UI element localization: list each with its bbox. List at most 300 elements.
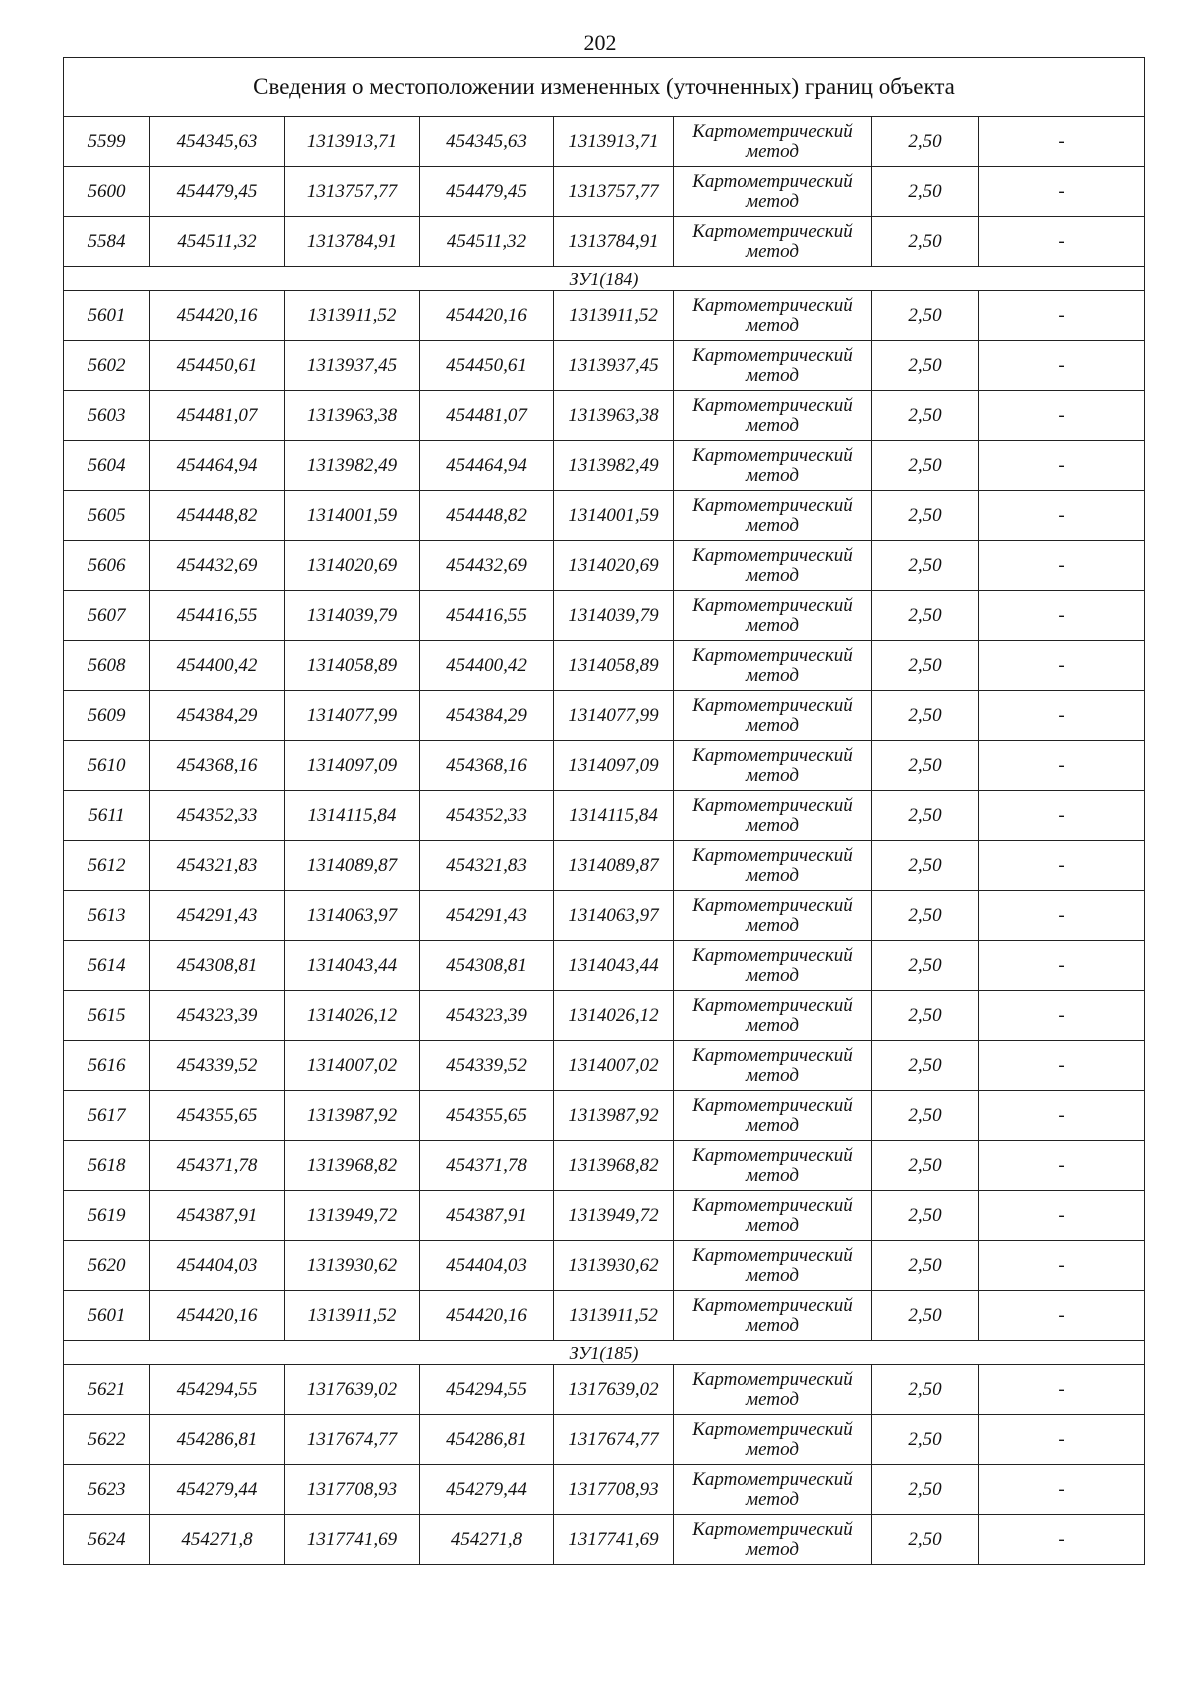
note-cell: - — [979, 1191, 1145, 1241]
table-row — [64, 991, 1145, 1041]
accuracy-cell: 2,50 — [872, 741, 979, 791]
table-row — [64, 291, 1145, 341]
method-line-2: метод — [746, 564, 799, 586]
method-line-2: метод — [746, 864, 799, 886]
method-line-2: метод — [746, 1164, 799, 1186]
existing-x-cell: 454420,16 — [150, 1291, 285, 1341]
refined-x-cell: 454339,52 — [420, 1041, 554, 1091]
section-header-row — [64, 1341, 1145, 1365]
existing-x-cell: 454286,81 — [150, 1415, 285, 1465]
accuracy-cell: 2,50 — [872, 491, 979, 541]
point-number-cell: 5617 — [64, 1091, 150, 1141]
method-line-1: Картометрический — [692, 494, 853, 516]
table-row — [64, 741, 1145, 791]
accuracy-cell: 2,50 — [872, 991, 979, 1041]
method-cell — [674, 1415, 872, 1465]
accuracy-cell: 2,50 — [872, 541, 979, 591]
refined-x-cell: 454271,8 — [420, 1515, 554, 1565]
existing-x-cell: 454294,55 — [150, 1365, 285, 1415]
method-cell — [674, 1291, 872, 1341]
accuracy-cell: 2,50 — [872, 1241, 979, 1291]
point-number-cell: 5601 — [64, 1291, 150, 1341]
refined-y-cell: 1314039,79 — [554, 591, 674, 641]
method-line-1: Картометрический — [692, 120, 853, 142]
point-number-cell: 5620 — [64, 1241, 150, 1291]
method-line-1: Картометрический — [692, 444, 853, 466]
method-line-2: метод — [746, 1264, 799, 1286]
existing-y-cell: 1314039,79 — [285, 591, 420, 641]
existing-y-cell: 1314007,02 — [285, 1041, 420, 1091]
method-line-2: метод — [746, 614, 799, 636]
refined-x-cell: 454404,03 — [420, 1241, 554, 1291]
method-line-2: метод — [746, 914, 799, 936]
table-row — [64, 1041, 1145, 1091]
note-cell: - — [979, 941, 1145, 991]
existing-x-cell: 454511,32 — [150, 217, 285, 267]
existing-x-cell: 454448,82 — [150, 491, 285, 541]
refined-y-cell: 1313757,77 — [554, 167, 674, 217]
existing-x-cell: 454416,55 — [150, 591, 285, 641]
method-line-1: Картометрический — [692, 170, 853, 192]
existing-x-cell: 454400,42 — [150, 641, 285, 691]
accuracy-cell: 2,50 — [872, 591, 979, 641]
point-number-cell: 5614 — [64, 941, 150, 991]
point-number-cell: 5607 — [64, 591, 150, 641]
method-cell — [674, 167, 872, 217]
method-line-1: Картометрический — [692, 1244, 853, 1266]
method-cell — [674, 291, 872, 341]
accuracy-cell: 2,50 — [872, 441, 979, 491]
note-cell: - — [979, 441, 1145, 491]
method-line-1: Картометрический — [692, 1468, 853, 1490]
existing-x-cell: 454432,69 — [150, 541, 285, 591]
refined-y-cell: 1313968,82 — [554, 1141, 674, 1191]
note-cell: - — [979, 641, 1145, 691]
refined-x-cell: 454279,44 — [420, 1465, 554, 1515]
method-line-1: Картометрический — [692, 220, 853, 242]
point-number-cell: 5606 — [64, 541, 150, 591]
refined-y-cell: 1313911,52 — [554, 291, 674, 341]
method-line-1: Картометрический — [692, 844, 853, 866]
method-cell — [674, 841, 872, 891]
existing-x-cell: 454481,07 — [150, 391, 285, 441]
table-row — [64, 1191, 1145, 1241]
refined-y-cell: 1314026,12 — [554, 991, 674, 1041]
existing-x-cell: 454271,8 — [150, 1515, 285, 1565]
existing-y-cell: 1314020,69 — [285, 541, 420, 591]
refined-y-cell: 1314115,84 — [554, 791, 674, 841]
method-line-2: метод — [746, 414, 799, 436]
method-line-1: Картометрический — [692, 344, 853, 366]
method-cell — [674, 1465, 872, 1515]
refined-x-cell: 454291,43 — [420, 891, 554, 941]
method-cell — [674, 1365, 872, 1415]
table-row — [64, 1091, 1145, 1141]
method-cell — [674, 541, 872, 591]
accuracy-cell: 2,50 — [872, 1291, 979, 1341]
method-line-1: Картометрический — [692, 744, 853, 766]
point-number-cell: 5603 — [64, 391, 150, 441]
existing-y-cell: 1313757,77 — [285, 167, 420, 217]
point-number-cell: 5621 — [64, 1365, 150, 1415]
point-number-cell: 5624 — [64, 1515, 150, 1565]
point-number-cell: 5584 — [64, 217, 150, 267]
existing-x-cell: 454308,81 — [150, 941, 285, 991]
refined-x-cell: 454416,55 — [420, 591, 554, 641]
table-row — [64, 541, 1145, 591]
refined-x-cell: 454323,39 — [420, 991, 554, 1041]
method-line-2: метод — [746, 664, 799, 686]
note-cell: - — [979, 741, 1145, 791]
method-line-2: метод — [746, 764, 799, 786]
existing-y-cell: 1313937,45 — [285, 341, 420, 391]
method-line-2: метод — [746, 1538, 799, 1560]
method-cell — [674, 391, 872, 441]
accuracy-cell: 2,50 — [872, 391, 979, 441]
refined-y-cell: 1314077,99 — [554, 691, 674, 741]
method-line-1: Картометрический — [692, 1518, 853, 1540]
existing-x-cell: 454479,45 — [150, 167, 285, 217]
existing-x-cell: 454464,94 — [150, 441, 285, 491]
refined-y-cell: 1317674,77 — [554, 1415, 674, 1465]
method-cell — [674, 1191, 872, 1241]
refined-y-cell: 1314063,97 — [554, 891, 674, 941]
existing-y-cell: 1313982,49 — [285, 441, 420, 491]
accuracy-cell: 2,50 — [872, 341, 979, 391]
table-row — [64, 117, 1145, 167]
table-row — [64, 1291, 1145, 1341]
refined-x-cell: 454308,81 — [420, 941, 554, 991]
method-cell — [674, 1515, 872, 1565]
note-cell: - — [979, 217, 1145, 267]
refined-y-cell: 1317639,02 — [554, 1365, 674, 1415]
existing-y-cell: 1314063,97 — [285, 891, 420, 941]
existing-y-cell: 1317639,02 — [285, 1365, 420, 1415]
method-line-1: Картометрический — [692, 1418, 853, 1440]
note-cell: - — [979, 341, 1145, 391]
refined-y-cell: 1313949,72 — [554, 1191, 674, 1241]
method-cell — [674, 1041, 872, 1091]
method-cell — [674, 691, 872, 741]
method-cell — [674, 441, 872, 491]
existing-y-cell: 1313987,92 — [285, 1091, 420, 1141]
note-cell: - — [979, 541, 1145, 591]
method-cell — [674, 341, 872, 391]
method-line-2: метод — [746, 1214, 799, 1236]
point-number-cell: 5619 — [64, 1191, 150, 1241]
refined-y-cell: 1313913,71 — [554, 117, 674, 167]
refined-y-cell: 1313784,91 — [554, 217, 674, 267]
refined-x-cell: 454400,42 — [420, 641, 554, 691]
note-cell: - — [979, 1415, 1145, 1465]
note-cell: - — [979, 491, 1145, 541]
note-cell: - — [979, 391, 1145, 441]
accuracy-cell: 2,50 — [872, 691, 979, 741]
method-cell — [674, 217, 872, 267]
refined-y-cell: 1314020,69 — [554, 541, 674, 591]
existing-x-cell: 454345,63 — [150, 117, 285, 167]
existing-y-cell: 1313911,52 — [285, 291, 420, 341]
point-number-cell: 5622 — [64, 1415, 150, 1465]
method-line-2: метод — [746, 964, 799, 986]
method-line-1: Картометрический — [692, 944, 853, 966]
method-cell — [674, 791, 872, 841]
point-number-cell: 5600 — [64, 167, 150, 217]
point-number-cell: 5616 — [64, 1041, 150, 1091]
method-line-2: метод — [746, 240, 799, 262]
method-cell — [674, 591, 872, 641]
note-cell: - — [979, 1041, 1145, 1091]
table-row — [64, 791, 1145, 841]
accuracy-cell: 2,50 — [872, 1091, 979, 1141]
method-cell — [674, 991, 872, 1041]
existing-x-cell: 454368,16 — [150, 741, 285, 791]
table-row — [64, 341, 1145, 391]
method-line-2: метод — [746, 364, 799, 386]
method-line-2: метод — [746, 464, 799, 486]
note-cell: - — [979, 1291, 1145, 1341]
existing-y-cell: 1313963,38 — [285, 391, 420, 441]
note-cell: - — [979, 891, 1145, 941]
note-cell: - — [979, 1515, 1145, 1565]
table-row — [64, 1241, 1145, 1291]
point-number-cell: 5610 — [64, 741, 150, 791]
existing-y-cell: 1314043,44 — [285, 941, 420, 991]
method-line-1: Картометрический — [692, 1094, 853, 1116]
existing-x-cell: 454279,44 — [150, 1465, 285, 1515]
existing-y-cell: 1317741,69 — [285, 1515, 420, 1565]
accuracy-cell: 2,50 — [872, 791, 979, 841]
refined-y-cell: 1314058,89 — [554, 641, 674, 691]
accuracy-cell: 2,50 — [872, 1515, 979, 1565]
existing-y-cell: 1313911,52 — [285, 1291, 420, 1341]
refined-x-cell: 454321,83 — [420, 841, 554, 891]
table-row — [64, 1515, 1145, 1565]
refined-x-cell: 454286,81 — [420, 1415, 554, 1465]
refined-x-cell: 454420,16 — [420, 291, 554, 341]
method-line-1: Картометрический — [692, 1368, 853, 1390]
refined-y-cell: 1314043,44 — [554, 941, 674, 991]
point-number-cell: 5604 — [64, 441, 150, 491]
refined-x-cell: 454371,78 — [420, 1141, 554, 1191]
existing-x-cell: 454352,33 — [150, 791, 285, 841]
existing-y-cell: 1317708,93 — [285, 1465, 420, 1515]
method-line-2: метод — [746, 190, 799, 212]
refined-y-cell: 1314007,02 — [554, 1041, 674, 1091]
section-label: ЗУ1(185) — [64, 1341, 1145, 1365]
refined-y-cell: 1313963,38 — [554, 391, 674, 441]
method-line-2: метод — [746, 814, 799, 836]
point-number-cell: 5613 — [64, 891, 150, 941]
existing-y-cell: 1314115,84 — [285, 791, 420, 841]
existing-y-cell: 1314058,89 — [285, 641, 420, 691]
refined-y-cell: 1314089,87 — [554, 841, 674, 891]
existing-y-cell: 1314097,09 — [285, 741, 420, 791]
point-number-cell: 5611 — [64, 791, 150, 841]
method-line-2: метод — [746, 1064, 799, 1086]
method-line-1: Картометрический — [692, 894, 853, 916]
method-cell — [674, 1141, 872, 1191]
method-cell — [674, 1241, 872, 1291]
refined-x-cell: 454387,91 — [420, 1191, 554, 1241]
point-number-cell: 5602 — [64, 341, 150, 391]
method-line-2: метод — [746, 714, 799, 736]
refined-x-cell: 454481,07 — [420, 391, 554, 441]
accuracy-cell: 2,50 — [872, 1415, 979, 1465]
accuracy-cell: 2,50 — [872, 1191, 979, 1241]
refined-y-cell: 1313930,62 — [554, 1241, 674, 1291]
table-row — [64, 217, 1145, 267]
method-line-1: Картометрический — [692, 394, 853, 416]
accuracy-cell: 2,50 — [872, 891, 979, 941]
existing-y-cell: 1313968,82 — [285, 1141, 420, 1191]
point-number-cell: 5623 — [64, 1465, 150, 1515]
method-line-1: Картометрический — [692, 1294, 853, 1316]
method-line-1: Картометрический — [692, 794, 853, 816]
section-header-row — [64, 267, 1145, 291]
method-cell — [674, 641, 872, 691]
point-number-cell: 5599 — [64, 117, 150, 167]
refined-x-cell: 454384,29 — [420, 691, 554, 741]
method-line-2: метод — [746, 1438, 799, 1460]
existing-x-cell: 454420,16 — [150, 291, 285, 341]
method-cell — [674, 941, 872, 991]
existing-y-cell: 1313784,91 — [285, 217, 420, 267]
accuracy-cell: 2,50 — [872, 841, 979, 891]
note-cell: - — [979, 1141, 1145, 1191]
point-number-cell: 5612 — [64, 841, 150, 891]
refined-x-cell: 454352,33 — [420, 791, 554, 841]
method-line-2: метод — [746, 1014, 799, 1036]
existing-y-cell: 1313949,72 — [285, 1191, 420, 1241]
refined-x-cell: 454479,45 — [420, 167, 554, 217]
boundary-coordinates-table — [63, 57, 1145, 1565]
table-row — [64, 167, 1145, 217]
accuracy-cell: 2,50 — [872, 117, 979, 167]
table-row — [64, 1465, 1145, 1515]
refined-x-cell: 454355,65 — [420, 1091, 554, 1141]
accuracy-cell: 2,50 — [872, 217, 979, 267]
existing-y-cell: 1317674,77 — [285, 1415, 420, 1465]
existing-x-cell: 454339,52 — [150, 1041, 285, 1091]
accuracy-cell: 2,50 — [872, 941, 979, 991]
existing-x-cell: 454321,83 — [150, 841, 285, 891]
table-row — [64, 891, 1145, 941]
point-number-cell: 5609 — [64, 691, 150, 741]
point-number-cell: 5615 — [64, 991, 150, 1041]
refined-x-cell: 454294,55 — [420, 1365, 554, 1415]
existing-x-cell: 454291,43 — [150, 891, 285, 941]
note-cell: - — [979, 791, 1145, 841]
table-title: Сведения о местоположении измененных (уточненных) границ объекта — [64, 58, 1145, 117]
refined-y-cell: 1314001,59 — [554, 491, 674, 541]
table-row — [64, 441, 1145, 491]
refined-y-cell: 1317741,69 — [554, 1515, 674, 1565]
existing-x-cell: 454387,91 — [150, 1191, 285, 1241]
page-number: 202 — [583, 30, 617, 55]
existing-x-cell: 454404,03 — [150, 1241, 285, 1291]
method-line-1: Картометрический — [692, 694, 853, 716]
table-row — [64, 941, 1145, 991]
existing-y-cell: 1314026,12 — [285, 991, 420, 1041]
method-line-2: метод — [746, 1388, 799, 1410]
method-line-2: метод — [746, 1314, 799, 1336]
accuracy-cell: 2,50 — [872, 1465, 979, 1515]
point-number-cell: 5618 — [64, 1141, 150, 1191]
point-number-cell: 5601 — [64, 291, 150, 341]
refined-x-cell: 454432,69 — [420, 541, 554, 591]
existing-y-cell: 1314089,87 — [285, 841, 420, 891]
table-row — [64, 691, 1145, 741]
existing-y-cell: 1314001,59 — [285, 491, 420, 541]
note-cell: - — [979, 167, 1145, 217]
method-line-1: Картометрический — [692, 594, 853, 616]
method-cell — [674, 117, 872, 167]
method-line-1: Картометрический — [692, 1194, 853, 1216]
refined-y-cell: 1313982,49 — [554, 441, 674, 491]
accuracy-cell: 2,50 — [872, 1141, 979, 1191]
accuracy-cell: 2,50 — [872, 641, 979, 691]
method-line-1: Картометрический — [692, 1044, 853, 1066]
existing-x-cell: 454450,61 — [150, 341, 285, 391]
note-cell: - — [979, 841, 1145, 891]
method-line-2: метод — [746, 140, 799, 162]
table-row — [64, 1365, 1145, 1415]
refined-x-cell: 454368,16 — [420, 741, 554, 791]
note-cell: - — [979, 1091, 1145, 1141]
note-cell: - — [979, 1241, 1145, 1291]
refined-x-cell: 454511,32 — [420, 217, 554, 267]
table-row — [64, 1415, 1145, 1465]
table-row — [64, 491, 1145, 541]
table-title-row — [64, 58, 1145, 117]
accuracy-cell: 2,50 — [872, 1041, 979, 1091]
existing-x-cell: 454384,29 — [150, 691, 285, 741]
refined-y-cell: 1313911,52 — [554, 1291, 674, 1341]
accuracy-cell: 2,50 — [872, 167, 979, 217]
method-line-2: метод — [746, 1114, 799, 1136]
method-cell — [674, 741, 872, 791]
refined-x-cell: 454448,82 — [420, 491, 554, 541]
note-cell: - — [979, 1465, 1145, 1515]
existing-y-cell: 1313930,62 — [285, 1241, 420, 1291]
note-cell: - — [979, 991, 1145, 1041]
refined-y-cell: 1314097,09 — [554, 741, 674, 791]
method-line-1: Картометрический — [692, 994, 853, 1016]
note-cell: - — [979, 1365, 1145, 1415]
existing-x-cell: 454323,39 — [150, 991, 285, 1041]
existing-x-cell: 454371,78 — [150, 1141, 285, 1191]
refined-x-cell: 454345,63 — [420, 117, 554, 167]
method-cell — [674, 1091, 872, 1141]
table-row — [64, 641, 1145, 691]
note-cell: - — [979, 691, 1145, 741]
method-line-1: Картометрический — [692, 1144, 853, 1166]
table-row — [64, 1141, 1145, 1191]
method-line-1: Картометрический — [692, 294, 853, 316]
section-label: ЗУ1(184) — [64, 267, 1145, 291]
existing-y-cell: 1313913,71 — [285, 117, 420, 167]
refined-x-cell: 454420,16 — [420, 1291, 554, 1341]
note-cell: - — [979, 591, 1145, 641]
refined-x-cell: 454450,61 — [420, 341, 554, 391]
note-cell: - — [979, 117, 1145, 167]
table-row — [64, 841, 1145, 891]
existing-y-cell: 1314077,99 — [285, 691, 420, 741]
accuracy-cell: 2,50 — [872, 1365, 979, 1415]
point-number-cell: 5608 — [64, 641, 150, 691]
method-line-2: метод — [746, 314, 799, 336]
